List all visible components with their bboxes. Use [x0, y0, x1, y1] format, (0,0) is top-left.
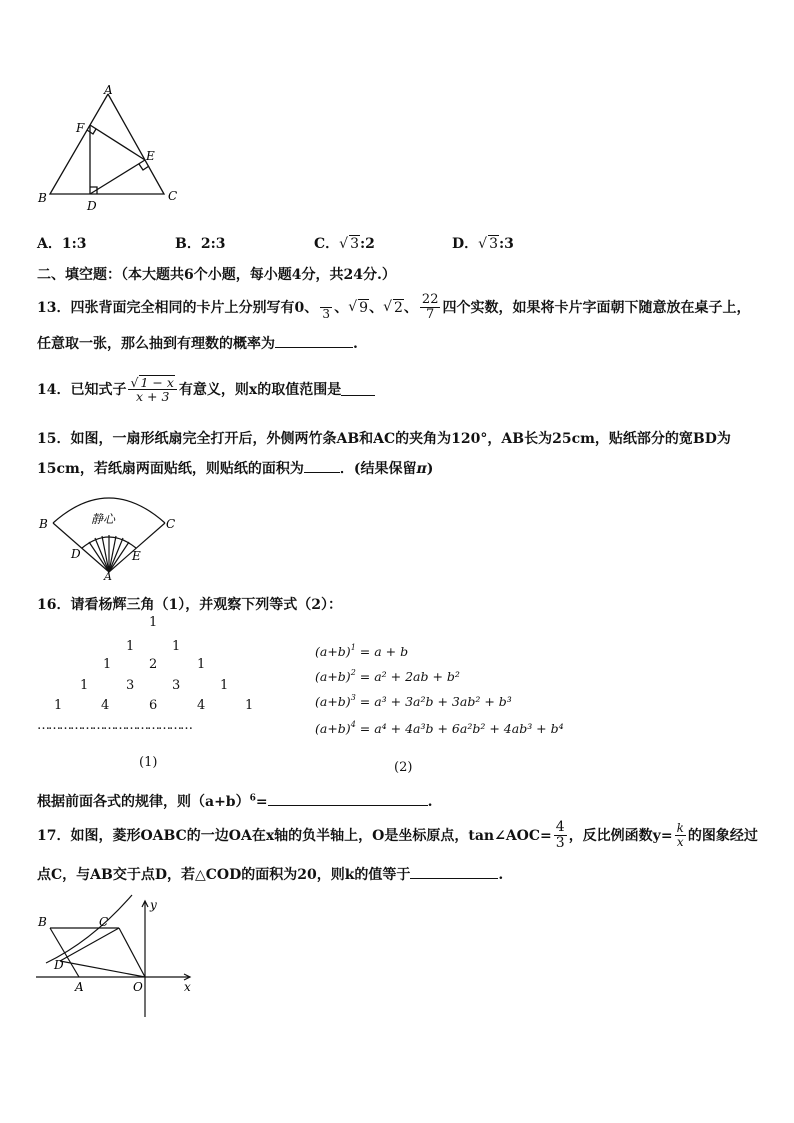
question-17-line1: 17．如图，菱形OABC的一边OA在x轴的负半轴上，O是坐标原点，tan∠AOC= $\frac{4}{3}$ ，反比例函数y= $\frac{k}{x}$ 的图象经过 — [37, 818, 758, 851]
point-A: A — [75, 980, 84, 994]
label-A: A — [104, 83, 113, 97]
option-b: B．2:3 — [175, 236, 226, 252]
question-13-line1: 13． 四张背面完全相同的卡片上分别写有0、 3 、 √ 9 、 √ 2 、 $\frac{22}{7}$ 四个实数，如果将卡片字面朝下随意放在桌子上， — [37, 291, 751, 322]
question-16: 16．请看杨辉三角（1），并观察下列等式（2）： — [37, 597, 342, 613]
equation-row: $(a+b)^1 = a + b$ — [315, 643, 409, 659]
question-15-line2: 15cm，若纸扇两面贴纸，则贴纸的面积为 ．(结果保留π) — [37, 461, 434, 477]
label-E: E — [146, 149, 155, 163]
question-16-ask: 根据前面各式的规律，则$(a+b)^6=$ . — [37, 793, 433, 810]
answer-blank-16[interactable] — [268, 793, 428, 806]
fan-label-A: A — [104, 570, 112, 580]
pascal-cell: 1 — [149, 615, 158, 630]
pascal-cell: 1 — [126, 639, 135, 654]
section-2-title: 二、填空题：（本大题共6个小题，每小题4分，共24分.） — [37, 267, 396, 283]
point-B: B — [38, 915, 47, 929]
pascal-cell: 1 — [103, 657, 112, 672]
answer-blank-13[interactable] — [275, 335, 353, 348]
option-a: A．1:3 — [37, 236, 87, 252]
pascal-cell: 2 — [149, 657, 158, 672]
fan-label-D: D — [71, 547, 81, 561]
answer-blank-15[interactable] — [304, 460, 340, 473]
pascal-cell: 4 — [101, 698, 110, 713]
pascal-cell: 1 — [220, 678, 229, 693]
pascal-cell: 3 — [126, 678, 135, 693]
equation-row: $(a+b)^3 = a^3 + 3a^2b + 3ab^2 + b^3$ — [315, 693, 512, 709]
question-14: 14． 已知式子 $\frac{√ 1 - x}{x + 3}$ 有意义，则x的取值范围是 — [37, 368, 375, 410]
coordinate-figure — [32, 893, 197, 1023]
fan-label-E: E — [132, 549, 141, 563]
point-O: O — [133, 980, 143, 994]
option-d: D．√ 3:3 — [452, 236, 514, 252]
label-B: B — [38, 191, 47, 205]
fan-figure — [37, 488, 177, 580]
fan-label-C: C — [166, 517, 176, 531]
caption-2: (2) — [394, 760, 413, 775]
label-C: C — [168, 189, 178, 203]
pascal-cell: 6 — [149, 698, 158, 713]
label-D: D — [87, 199, 97, 212]
pascal-cell: 1 — [197, 657, 206, 672]
pascal-cell: 1 — [80, 678, 89, 693]
axis-x-label: x — [184, 980, 191, 994]
equation-row: $(a+b)^4 = a^4 + 4a^3b + 6a^2b^2 + 4ab^3 + b^4$ — [315, 720, 564, 736]
axis-y-label: y — [150, 898, 157, 912]
caption-1: (1) — [139, 755, 158, 770]
option-c: C．√ 3:2 — [314, 236, 375, 252]
fan-text: 静心 — [91, 512, 116, 526]
answer-blank-14[interactable] — [341, 383, 375, 396]
answer-blank-17[interactable] — [410, 866, 498, 879]
pascal-cell: 1 — [245, 698, 254, 713]
pascal-cell: 4 — [197, 698, 206, 713]
equation-row: $(a+b)^2 = a^2 + 2ab + b^2$ — [315, 668, 460, 684]
question-15-line1: 15．如图，一扇形纸扇完全打开后，外侧两竹条AB和AC的夹角为120°，AB长为25cm，贴纸部分的宽BD为 — [37, 431, 731, 447]
fan-label-B: B — [39, 517, 48, 531]
question-17-line2: 点C，与AB交于点D，若△COD的面积为20，则k的值等于 . — [37, 867, 504, 883]
pascal-cell: 3 — [172, 678, 181, 693]
question-13-line2: 任意取一张，那么抽到有理数的概率为 . — [37, 336, 358, 352]
pascal-dots: …………………………………… — [37, 718, 191, 733]
point-D: D — [54, 958, 64, 972]
triangle-figure — [32, 82, 192, 212]
label-F: F — [76, 121, 85, 135]
pascal-cell: 1 — [172, 639, 181, 654]
point-C: C — [99, 915, 109, 929]
pascal-cell: 1 — [54, 698, 63, 713]
